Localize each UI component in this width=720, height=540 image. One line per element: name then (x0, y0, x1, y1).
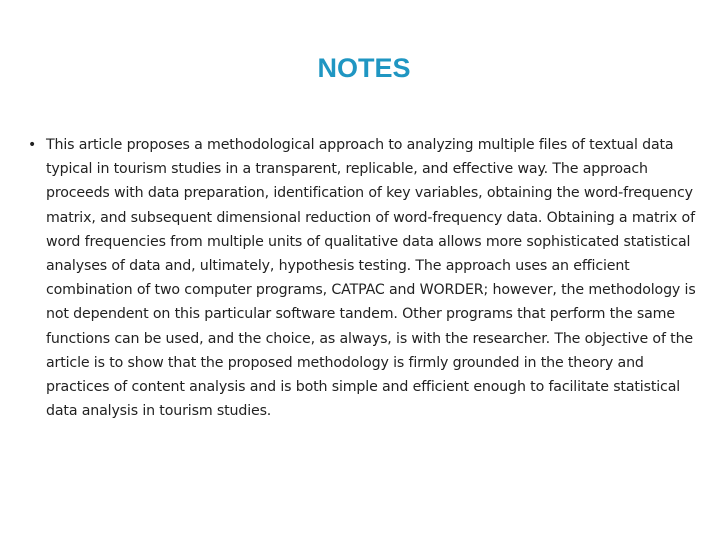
slide-title: NOTES (317, 53, 411, 83)
bullet-list (28, 133, 704, 423)
bullet-text: This article proposes a methodological approach to analyzing multiple files of textual data typical in tourism studies in a transparent, replicable, and effective way. The approach proceeds with data preparation, identification of key variables, obtaining the word-frequency matrix, and subsequent dimensional reduction of word-frequency data. Obtaining a matrix of word frequencies from multiple units of qualitative data allows more sophisticated statistical analyses of data and, ultimately, hypothesis testing. The approach uses an efficient combination of two computer programs, CATPAC and WORDER; however, the methodology is not dependent on this particular software tandem. Other programs that perform the same functions can be used, and the choice, as always, is with the researcher. The objective of the article is to show that the proposed methodology is firmly grounded in the theory and practices of content analysis and is both simple and efficient enough to facilitate statistical data analysis in tourism studies. (46, 137, 696, 420)
bullet-icon: • (28, 137, 37, 153)
bullet-item (28, 133, 704, 423)
